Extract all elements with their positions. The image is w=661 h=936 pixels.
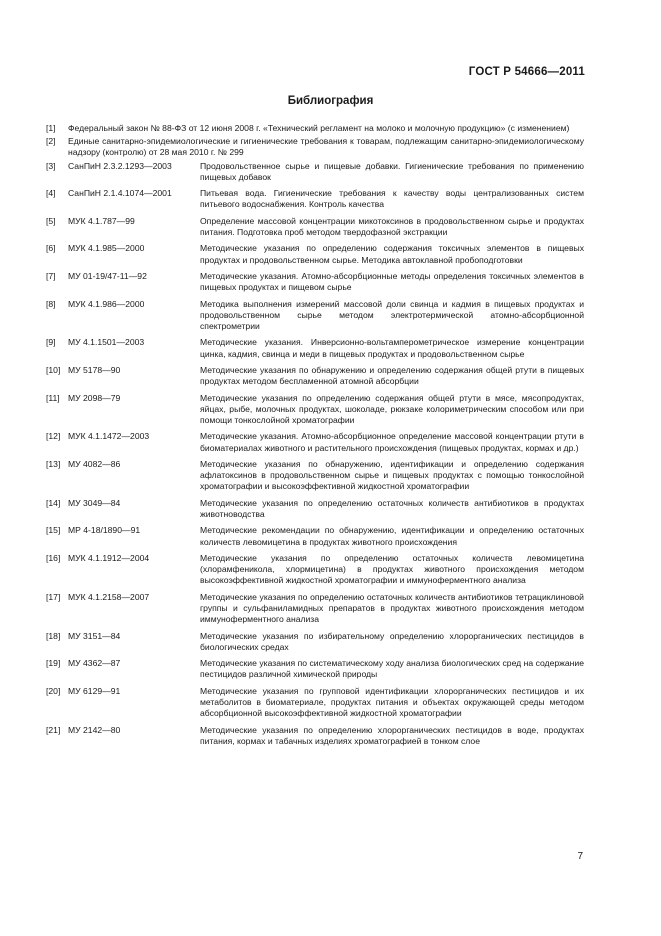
entry-text: Методические указания. Атомно-абсорбционное определение массовой концентрации ртути в биоматериалах животного и растительного происхождения (пищевых продуктах, кормах и др.) — [200, 431, 584, 453]
bibliography-entry — [46, 393, 584, 427]
entry-number: [14] — [46, 497, 61, 508]
entry-text: Методические указания по избирательному определению хлорорганических пестицидов в биологических средах — [200, 630, 584, 652]
entry-code: МУ 2142—80 — [68, 724, 121, 735]
entry-code: СанПиН 2.1.4.1074—2001 — [68, 188, 172, 199]
entry-number: [13] — [46, 458, 61, 469]
entry-text: Методические указания по обнаружению, идентификации и определению содержания афлатоксинов в продовольственном сырье и пищевых продуктах с помощью тонкослойной хроматографии и высокоэффективной жидкостной хроматографии — [200, 458, 584, 492]
entry-number: [12] — [46, 431, 61, 442]
entry-number: [21] — [46, 724, 61, 735]
entry-number: [17] — [46, 591, 61, 602]
bibliography-entry — [46, 631, 584, 653]
entry-code: МУ 6129—91 — [68, 685, 121, 696]
entry-code: МУ 5178—90 — [68, 364, 121, 375]
entry-number: [4] — [46, 188, 56, 199]
entry-code: МУ 3151—84 — [68, 630, 121, 641]
bibliography-entry — [46, 243, 584, 265]
entry-number: [6] — [46, 243, 56, 254]
entry-number: [10] — [46, 364, 61, 375]
bibliography-entry — [46, 136, 584, 158]
entry-number: [7] — [46, 270, 56, 281]
entry-code: МУК 4.1.787—99 — [68, 215, 135, 226]
entry-number: [11] — [46, 392, 60, 403]
bibliography-entry — [46, 216, 584, 238]
entry-text: Питьевая вода. Гигиенические требования к качеству воды централизованных систем питьевого водоснабжения. Контроль качества — [200, 188, 584, 210]
entry-text: Методические указания по определению остаточных количеств антибиотиков тетрациклиновой группы и сульфаниламидных препаратов в продуктах животного происхождения методом иммуноферментного анализа — [200, 591, 584, 625]
bibliography-entry — [46, 299, 584, 333]
entry-code: МУ 3049—84 — [68, 497, 121, 508]
entry-number: [1] — [46, 123, 56, 133]
page-title: Библиография — [287, 95, 374, 107]
entry-number: [15] — [46, 525, 61, 536]
entry-text: Методические указания по систематическому ходу анализа биологических сред на содержание пестицидов различной химической природы — [200, 658, 584, 680]
bibliography-entry — [46, 553, 584, 587]
entry-text: Методические указания по определению содержания токсичных элементов в пищевых продуктах и продовольственном сырье. Методика автоклавной пробоподготовки — [200, 243, 584, 265]
entry-number: [8] — [46, 298, 56, 309]
entry-code: МР 4-18/1890—91 — [68, 525, 141, 536]
document-code: ГОСТ Р 54666—2011 — [468, 66, 585, 78]
entry-code: МУ 01-19/47-11—92 — [68, 270, 147, 281]
bibliography-entry — [46, 431, 584, 453]
entry-code: МУК 4.1.2158—2007 — [68, 591, 150, 602]
entry-text: Методические указания по определению остаточных количеств левомицетина (хлорамфеникола, хлормицетина) в продуктах животного происхождения методом высокоэффективной жидкостной хроматографии и иммуноферментного анализа — [200, 552, 584, 586]
bibliography-entry — [46, 498, 584, 520]
entry-text: Федеральный закон № 88-ФЗ от 12 июня 2008 г. «Технический регламент на молоко и молочную продукцию» (с изменением) — [68, 123, 570, 133]
entry-code: МУК 4.1.985—2000 — [68, 243, 145, 254]
bibliography-list — [46, 123, 584, 752]
bibliography-entry — [46, 337, 584, 359]
entry-text: Методические рекомендации по обнаружению, идентификации и определению остаточных количеств левомицетина в продуктах животного происхождения — [200, 525, 584, 547]
entry-text: Методика выполнения измерений массовой доли свинца и кадмия в пищевых продуктах и продовольственном сырье методом электротермической атомно-абсорбционной спектрометрии — [200, 298, 584, 331]
entry-code: МУК 4.1.986—2000 — [68, 298, 145, 309]
bibliography-entry — [46, 365, 584, 387]
entry-text: Определение массовой концентрации микотоксинов в продовольственном сырье и продуктах питания. Подготовка проб методом твердофазной экстракции — [200, 215, 584, 237]
bibliography-entry — [46, 725, 584, 747]
bibliography-entry — [46, 188, 584, 210]
entry-code: МУК 4.1.1472—2003 — [68, 431, 150, 442]
entry-text: Методические указания по определению остаточных количеств антибиотиков в продуктах животноводства — [200, 497, 584, 519]
entry-text: Методические указания по определению содержания общей ртути в мясе, мясопродуктах, яйцах, рыбе, молочных продуктах, шоколаде, рюкзаке колориметрическим способом или при помощи тонкослойной хроматографии — [200, 392, 584, 425]
bibliography-entry — [46, 686, 584, 720]
entry-code: СанПиН 2.3.2.1293—2003 — [68, 160, 172, 171]
entry-text: Единые санитарно-эпидемиологические и гигиенические требования к товарам, подлежащим санитарно-эпидемиологическому надзору (контролю) от 28 мая 2010 г. № 299 — [68, 136, 584, 158]
entry-number: [9] — [46, 337, 56, 348]
entry-number: [5] — [46, 215, 56, 226]
entry-code: МУ 4082—86 — [68, 458, 121, 469]
bibliography-entry — [46, 123, 584, 134]
entry-number: [3] — [46, 160, 56, 171]
entry-code: МУК 4.1.1912—2004 — [68, 552, 150, 563]
bibliography-entry — [46, 271, 584, 293]
entry-number: [2] — [46, 136, 56, 147]
entry-text: Методические указания по групповой идентификации хлорорганических пестицидов и их метаболитов в биоматериале, продуктах питания и объектах окружающей среды методом абсорбционной высокоэффективной жидкостной хроматографии — [200, 685, 584, 719]
entry-text: Методические указания. Атомно-абсорбционные методы определения токсичных элементов в пищевых продуктах и пищевом сырье — [200, 270, 584, 293]
entry-text: Методические указания по обнаружению и определению содержания общей ртути в пищевых продуктах методом беспламенной атомной абсорбции — [200, 364, 584, 387]
entry-number: [16] — [46, 552, 61, 563]
entry-code: МУ 4362—87 — [68, 658, 121, 669]
entry-code: МУ 4.1.1501—2003 — [68, 337, 145, 348]
bibliography-entry — [46, 459, 584, 493]
entry-number: [19] — [46, 658, 61, 669]
entry-text: Методические указания. Инверсионно-вольтамперометрическое измерение концентрации цинка, кадмия, свинца и меди в пищевых продуктах и продовольственном сырье — [200, 337, 584, 359]
entry-text: Продовольственное сырье и пищевые добавки. Гигиенические требования по применению пищевых добавок — [200, 160, 584, 182]
bibliography-entry — [46, 658, 584, 680]
entry-text: Методические указания по определению хлорорганических пестицидов в воде, продуктах питания, кормах и табачных изделиях хроматографией в тонком слое — [200, 724, 584, 746]
bibliography-entry — [46, 161, 584, 183]
bibliography-entry — [46, 592, 584, 626]
page-number: 7 — [577, 851, 583, 862]
entry-code: МУ 2098—79 — [68, 392, 121, 403]
entry-number: [20] — [46, 685, 61, 696]
entry-number: [18] — [46, 630, 61, 641]
bibliography-entry — [46, 525, 584, 547]
